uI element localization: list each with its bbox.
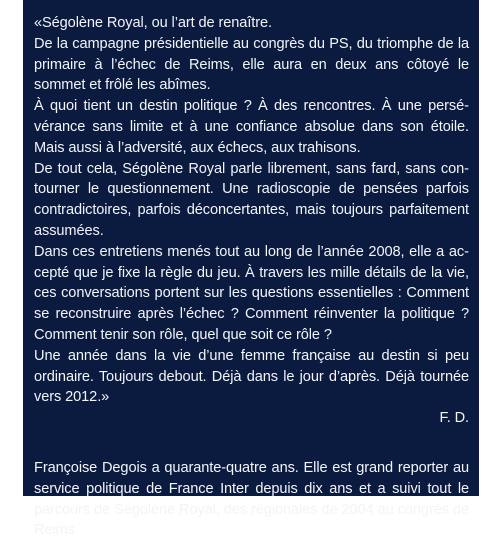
blurb-paragraph-5: Dans ces entretiens menés tout au long de l’année 2008, elle a accepté que je fixe la règle du jeu. À travers les mille détails de la vie, ces conversations portent sur les questions essentielles : Comment se reconstruire après l’échec ? Comment réinventer la politique ? Comment tenir son rôle, quel que soit ce rôle ? [34,243,469,343]
blurb-paragraph-4: De tout cela, Ségolène Royal parle librement, sans fard, sans contourner le questionnement. Une radioscopie de pensées parfois contradictoires, parfois déconcertantes, mais toujours parfaitement assumées. [34,160,469,239]
author-initials-signature: F. D. [439,410,469,427]
section-spacer [34,429,469,458]
blurb-paragraph-2: De la campagne présidentielle au congrès du PS, du triomphe de la primaire à l’échec de Reims, elle aura en deux ans côtoyé le sommet et frôlé les abîmes. [34,35,469,94]
blurb-paragraph-3: À quoi tient un destin politique ? À des rencontres. À une persévérance sans limite et à une confiance absolue dans son étoile. Mais aussi à l’adversité, aux échecs, aux trahisons. [34,98,469,156]
author-bio-paragraph: Françoise Degois a quarante-quatre ans. Elle est grand reporter au service politique de France Inter depuis dix ans et a suivi tout le parcours de Ségolène Royal, des régionales de 2004 au congrès de Reims. [34,459,469,539]
blurb-paragraph-1: «Ségolène Royal, ou l’art de renaître. [34,15,272,31]
blurb-paragraph-6: Une année dans la vie d’une femme française au destin si peu ordinaire. Toujours debout. Déjà dans le jour d’après. Déjà tournée vers 2012.» [34,347,469,406]
back-cover-text-panel [23,0,479,539]
